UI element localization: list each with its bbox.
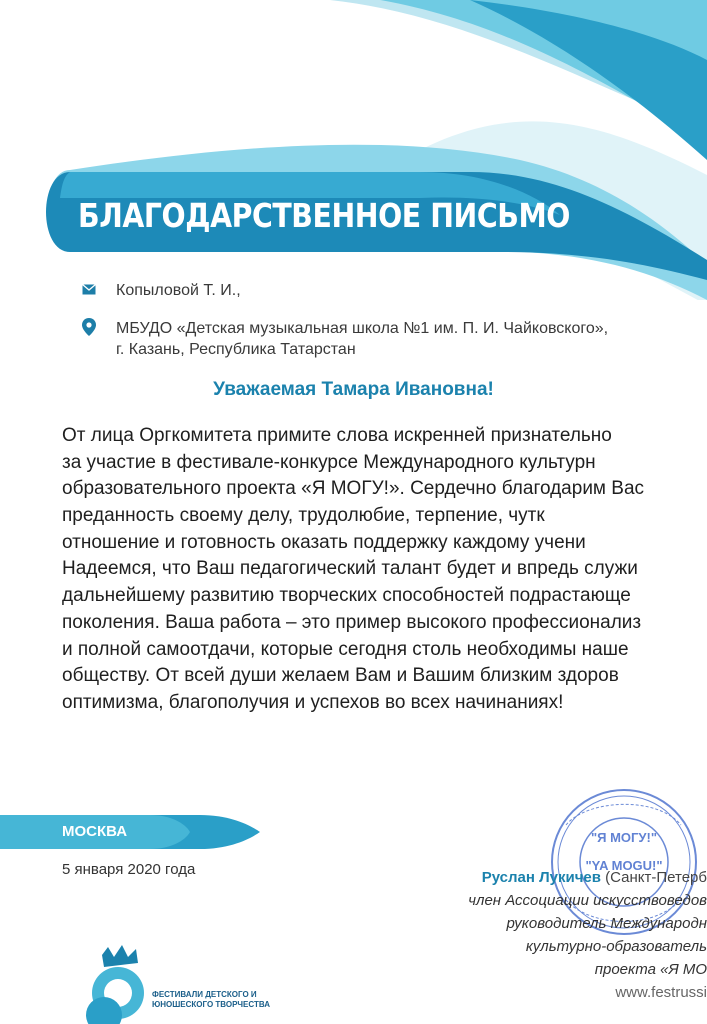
- signature-block: [468, 866, 707, 1004]
- signer-website: www.festrussi: [615, 984, 707, 1001]
- logo-caption-line-2: ЮНОШЕСКОГО ТВОРЧЕСТВА: [152, 1000, 270, 1009]
- address-line-2: г. Казань, Республика Татарстан: [116, 341, 356, 358]
- signer-role-1: член Ассоциации искусствоведов: [468, 892, 707, 909]
- address-block: [82, 318, 608, 360]
- body-line: и полной самоотдачи, которые сегодня столь необходимы наше: [62, 638, 629, 660]
- header-wave-graphic: [0, 0, 707, 300]
- signer-role-4: проекта «Я МО: [594, 961, 707, 978]
- signer-role-3: культурно-образователь: [525, 938, 707, 955]
- location-pin-icon: [82, 318, 98, 342]
- body-line: оптимизма, благополучия и успехов во всех начинаниях!: [62, 691, 564, 713]
- festival-logo-icon: [80, 945, 150, 1024]
- body-line: дальнейшему развитию творческих способностей подрастающе: [62, 585, 631, 607]
- recipient-line: [82, 282, 241, 300]
- body-line: обществу. От всей души желаем Вам и Вашим близким здоров: [62, 665, 619, 687]
- letter-date: 5 января 2020 года: [62, 861, 196, 878]
- body-line: поколения. Ваша работа – это пример высокого профессионализ: [62, 611, 642, 633]
- stamp-text-1: "Я МОГУ!": [590, 830, 658, 845]
- stamp-text-2: "YA MOGU!": [585, 858, 663, 873]
- signer-name: Руслан Лукичев: [481, 869, 601, 886]
- signer-role-2: руководитель Международн: [506, 915, 707, 932]
- body-line: От лица Оргкомитета примите слова искренней признательно: [62, 425, 612, 446]
- address-line-1: МБУДО «Детская музыкальная школа №1 им. П. И. Чайковского»,: [116, 320, 609, 337]
- greeting: Уважаемая Тамара Ивановна!: [213, 379, 494, 400]
- city-label: МОСКВА: [62, 823, 128, 840]
- logo-caption-line-1: ФЕСТИВАЛИ ДЕТСКОГО И: [152, 990, 257, 999]
- letter-title: БЛАГОДАРСТВЕННОЕ ПИСЬМО: [78, 196, 570, 235]
- envelope-icon: [82, 282, 98, 300]
- letter-body: [62, 423, 707, 717]
- body-line: отношение и готовность оказать поддержку каждому учени: [62, 531, 586, 553]
- body-line: Надеемся, что Ваш педагогический талант будет и впредь служи: [62, 558, 638, 580]
- logo-caption: [152, 990, 292, 1010]
- body-line: образовательного проекта «Я МОГУ!». Сердечно благодарим Вас: [62, 478, 645, 500]
- signer-location: (Санкт-Петерб: [605, 869, 707, 886]
- body-line: за участие в фестивале-конкурсе Международного культурн: [62, 451, 596, 473]
- recipient-name: Копыловой Т. И.,: [116, 282, 241, 299]
- body-line: преданность своему делу, трудолюбие, терпение, чутк: [62, 505, 545, 527]
- city-band: [0, 815, 260, 849]
